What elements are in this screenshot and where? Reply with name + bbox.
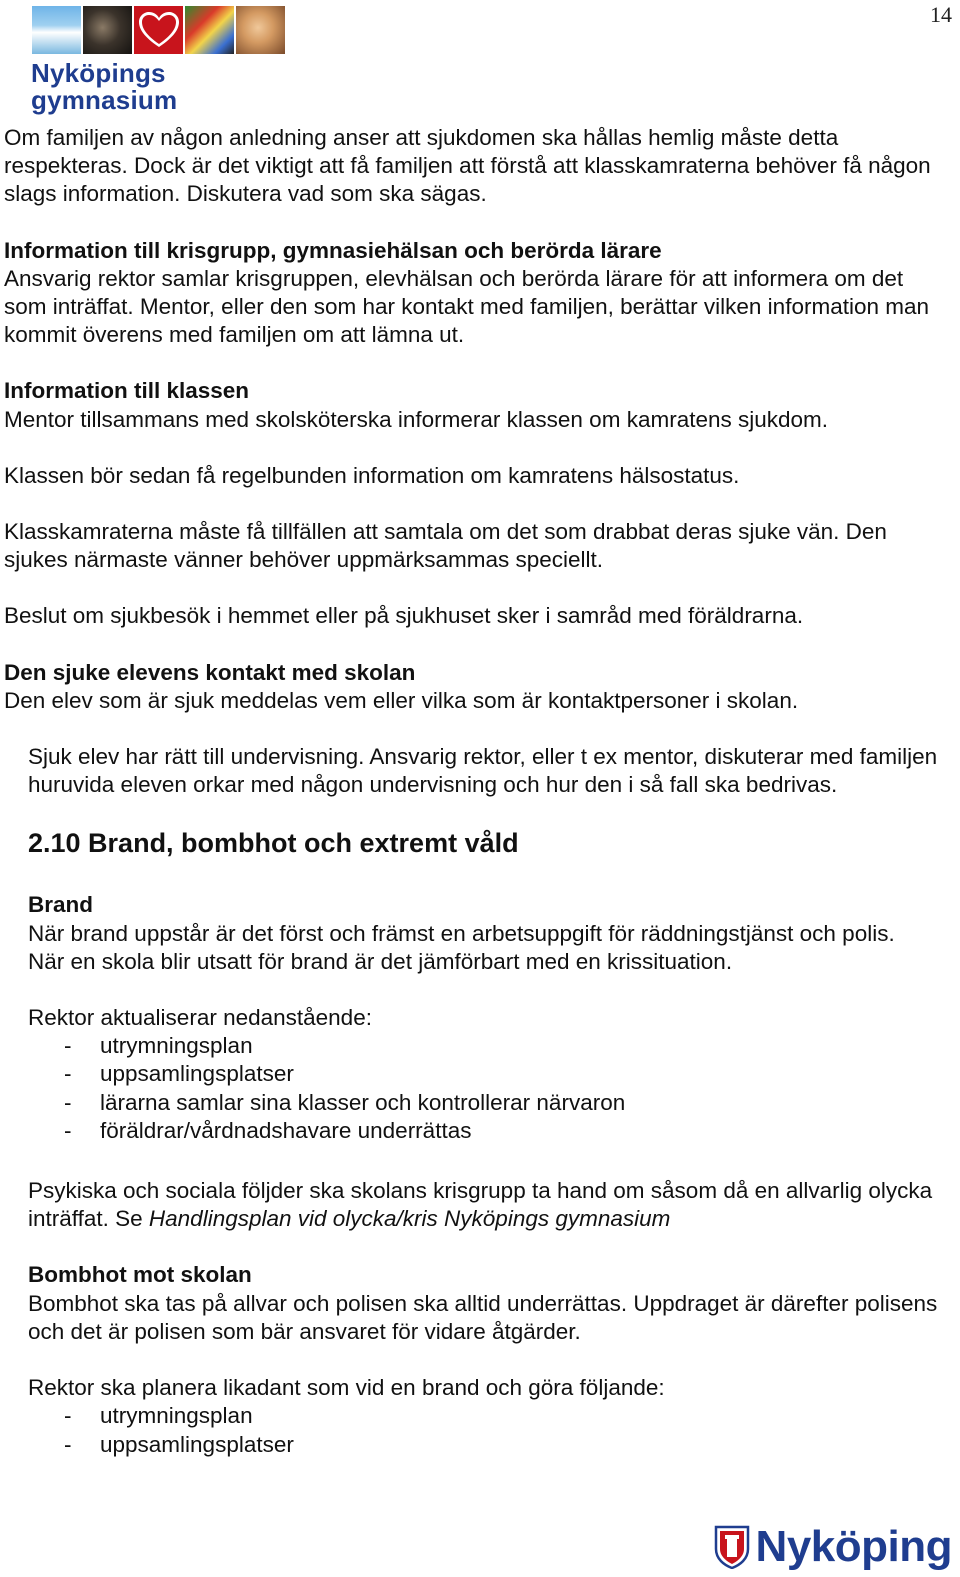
heading-klassen: Information till klassen xyxy=(4,378,250,404)
heading-krisgrupp: Information till krisgrupp, gymnasiehälsan och berörda lärare xyxy=(4,237,662,263)
list-item: - föräldrar/vårdnadshavare underrättas xyxy=(28,1117,946,1145)
paragraph-samtala: Klasskamraterna måste få tillfällen att samtala om det som drabbat deras sjuke vän. Den sjukes närmaste vänner behöver uppmärksammas speciellt. xyxy=(4,519,887,573)
list-item: - utrymningsplan xyxy=(28,1032,946,1060)
heart-icon xyxy=(138,11,180,49)
nykopings-gymnasium-logo xyxy=(31,60,177,114)
logo-line-1: Nyköpings xyxy=(31,58,166,88)
paragraph-brand-1: När brand uppstår är det först och främst en arbetsuppgift för räddningstjänst och polis. xyxy=(28,920,895,946)
page-number: 14 xyxy=(930,2,952,27)
paragraph-klassen: Mentor tillsammans med skolsköterska informerar klassen om kamratens sjukdom. xyxy=(4,406,829,432)
footer-wordmark: Nyköping xyxy=(755,1522,952,1571)
library-lovers-heart-photo xyxy=(134,6,183,54)
nykoping-municipality-logo xyxy=(714,1523,952,1571)
paragraph-bombhot: Bombhot ska tas på allvar och polisen ska alltid underrättas. Uppdraget är därefter polisens och det är polisen som bär ansvaret för vidare åtgärder. xyxy=(28,1290,938,1344)
sky-photo xyxy=(32,6,81,54)
paragraph-sjukbesok: Beslut om sjukbesök i hemmet eller på sjukhuset sker i samråd med föräldrarna. xyxy=(4,603,804,629)
handlingsplan-reference: Handlingsplan vid olycka/kris Nyköpings gymnasium xyxy=(148,1206,671,1232)
paragraph-brand-2: När en skola blir utsatt för brand är det jämförbart med en krissituation. xyxy=(28,948,733,974)
paragraph-psykiska xyxy=(28,1177,946,1233)
paragraph-krisgrupp: Ansvarig rektor samlar krisgruppen, elevhälsan och berörda lärare för att informera om det som inträffat. Mentor, eller den som har kontakt med familjen, berättar vilken information man kommit överens med familjen om att lämna ut. xyxy=(4,265,930,348)
paragraph-kontakt: Den elev som är sjuk meddelas vem eller vilka som är kontaktpersoner i skolan. xyxy=(4,687,799,713)
list-item: - uppsamlingsplatser xyxy=(28,1431,946,1459)
heading-kontakt: Den sjuke elevens kontakt med skolan xyxy=(4,659,416,685)
document-body xyxy=(4,124,946,1491)
paragraph-rektor-planera: Rektor ska planera likadant som vid en brand och göra följande: xyxy=(28,1375,665,1401)
header-photo-strip xyxy=(32,6,285,54)
heading-bombhot: Bombhot mot skolan xyxy=(28,1262,252,1288)
logo-line-2: gymnasium xyxy=(31,85,178,115)
list-bombhot xyxy=(4,1402,946,1458)
list-item: - utrymningsplan xyxy=(28,1402,946,1430)
coat-of-arms-icon xyxy=(714,1525,750,1569)
paragraph-rektor-aktualiserar: Rektor aktualiserar nedanstående: xyxy=(28,1005,372,1031)
office-photo xyxy=(83,6,132,54)
paragraph-regelbunden: Klassen bör sedan få regelbunden information om kamratens hälsostatus. xyxy=(4,462,740,488)
heading-brand: Brand xyxy=(28,892,94,918)
list-brand xyxy=(4,1032,946,1145)
paragraph-psykiska-text: Psykiska och sociala följder ska skolans krisgrupp ta hand om såsom då en allvarlig olycka inträffat. Se xyxy=(28,1178,933,1232)
students-photo xyxy=(236,6,285,54)
list-item: - lärarna samlar sina klasser och kontrollerar närvaron xyxy=(28,1089,946,1117)
list-item: - uppsamlingsplatser xyxy=(28,1060,946,1088)
section-title: 2.10 Brand, bombhot och extremt våld xyxy=(28,828,519,859)
food-photo xyxy=(185,6,234,54)
paragraph-undervisning: Sjuk elev har rätt till undervisning. Ansvarig rektor, eller t ex mentor, diskuterar med familjen huruvida eleven orkar med någon undervisning och hur den i så fall ska bedrivas. xyxy=(28,744,938,798)
paragraph-familjen: Om familjen av någon anledning anser att sjukdomen ska hållas hemlig måste detta respekteras. Dock är det viktigt att få familjen att förstå att klasskamraterna behöver få någon slags information. Diskutera vad som ska sägas. xyxy=(4,125,931,207)
